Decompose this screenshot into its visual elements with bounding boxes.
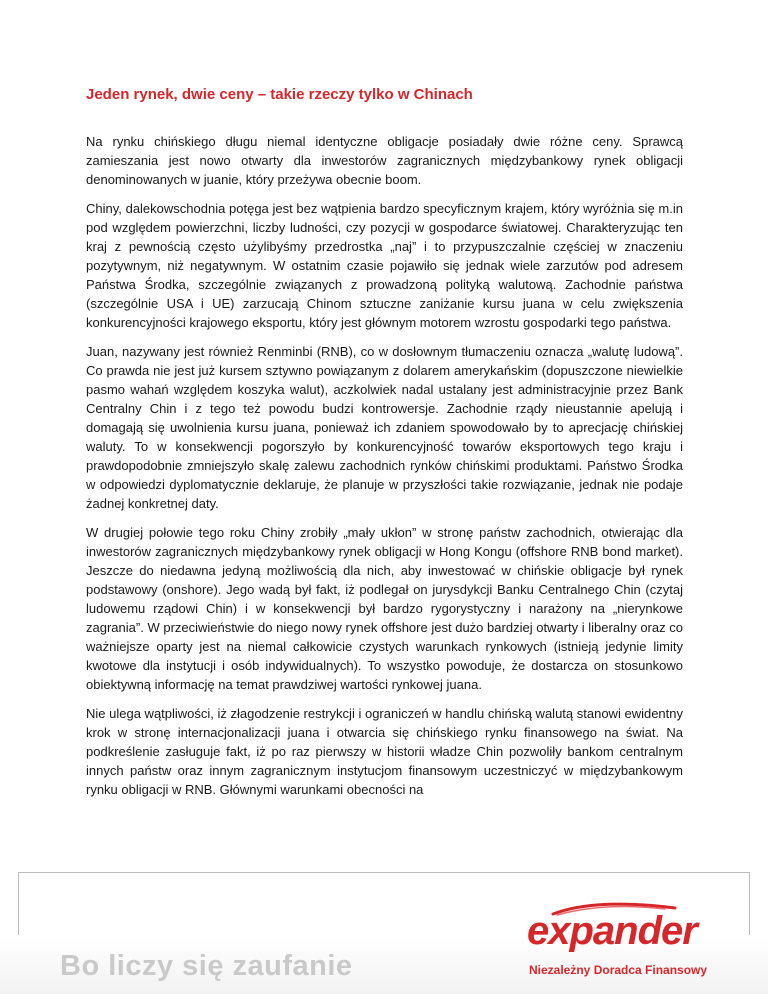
footer-divider bbox=[18, 872, 750, 873]
logo-wordmark: expander bbox=[527, 909, 697, 952]
footer-tagline: Bo liczy się zaufanie bbox=[60, 950, 353, 982]
paragraph: Nie ulega wątpliwości, iż złagodzenie restrykcji i ograniczeń w handlu chińską walutą stanowi ewidentny krok w stronę internacjonalizacji juana i otwarcia się chińskiego rynku finansowego na świat. Na podkreślenie zasługuje fakt, iż po raz pierwszy w historii władze Chin pozwoliły bankom centralnym innych państw oraz innym zagranicznym instytucjom finansowym uczestniczyć w międzybankowym rynku obligacji w RNB. Głównymi warunkami obecności na bbox=[86, 706, 683, 797]
article-title: Jeden rynek, dwie ceny – takie rzeczy tylko w Chinach bbox=[86, 86, 473, 103]
logo-subtitle: Niezależny Doradca Finansowy bbox=[529, 963, 708, 977]
paragraph: Na rynku chińskiego długu niemal identyczne obligacje posiadały dwie różne ceny. Sprawcą zamieszania jest nowo otwarty dla inwestorów zagranicznych międzybankowy rynek obligacji denominowanych w juanie, który przeżywa obecnie boom. bbox=[86, 134, 683, 187]
paragraph: Juan, nazywany jest również Renminbi (RNB), co w dosłownym tłumaczeniu oznacza „walutę ludową”. Co prawda nie jest już kursem sztywno powiązanym z dolarem amerykańskim (dopuszczone niewielkie pasmo wahań względem koszyka walut), aczkolwiek nadal ustalany jest administracyjnie przez Bank Centralny Chin i z tego też powodu budzi kontrowersje. Zachodnie rządy nieustannie apelują i domagają się uwolnienia kursu juana, ponieważ ich zdaniem spowodowało by to aprecjację chińskiej waluty. To w konsekwencji pogorszyło by konkurencyjność towarów eksportowych tego kraju i prawdopodobnie zmniejszyło skalę zalewu zachodnich rynków chińskimi produktami. Państwo Środka w odpowiedzi dyplomatycznie deklaruje, że planuje w przyszłości takie rozwiązanie, jednak nie podaje żadnej konkretnej daty. bbox=[86, 344, 683, 511]
expander-logo bbox=[511, 900, 741, 990]
expander-logo-icon bbox=[525, 900, 735, 952]
paragraph: W drugiej połowie tego roku Chiny zrobiły „mały ukłon” w stronę państw zachodnich, otwierając dla inwestorów zagranicznych międzybankowy rynek obligacji w Hong Kongu (offshore RNB bond market). Jeszcze do niedawna jedyną możliwością dla nich, aby inwestować w chińskie obligacje był rynek podstawowy (onshore). Jego wadą był fakt, iż podlegał on jurysdykcji Banku Centralnego Chin (czytaj ludowemu rządowi Chin) i w konsekwencji był bardzo rygorystyczny i narażony na „nierynkowe zagrania”. W przeciwieństwie do niego nowy rynek offshore jest dużo bardziej otwarty i liberalny oraz co ważniejsze oparty jest na niemal całkowicie czystych warunkach rynkowych (istnieją jedynie limity kwotowe dla instytucji i osób indywidualnych). To wszystko powoduje, że dostarcza on stosunkowo obiektywną informację na temat prawdziwej wartości rynkowej juana. bbox=[86, 525, 683, 692]
article-body bbox=[86, 132, 683, 809]
paragraph: Chiny, dalekowschodnia potęga jest bez wątpienia bardzo specyficznym krajem, który wyróżnia się m.in pod względem powierzchni, liczby ludności, czy pozycji w gospodarce światowej. Charakteryzując ten kraj z pewnością często użylibyśmy przedrostka „naj” i to przypuszczalnie częściej w znaczeniu pozytywnym, niż negatywnym. W ostatnim czasie pojawiło się jednak wiele zarzutów pod adresem Państwa Środka, szczególnie związanych z prowadzoną polityką walutową. Zachodnie państwa (szczególnie USA i UE) zarzucają Chinom sztuczne zaniżanie kursu juana w celu zwiększenia konkurencyjności krajowego eksportu, który jest głównym motorem wzrostu gospodarki tego państwa. bbox=[86, 201, 683, 330]
